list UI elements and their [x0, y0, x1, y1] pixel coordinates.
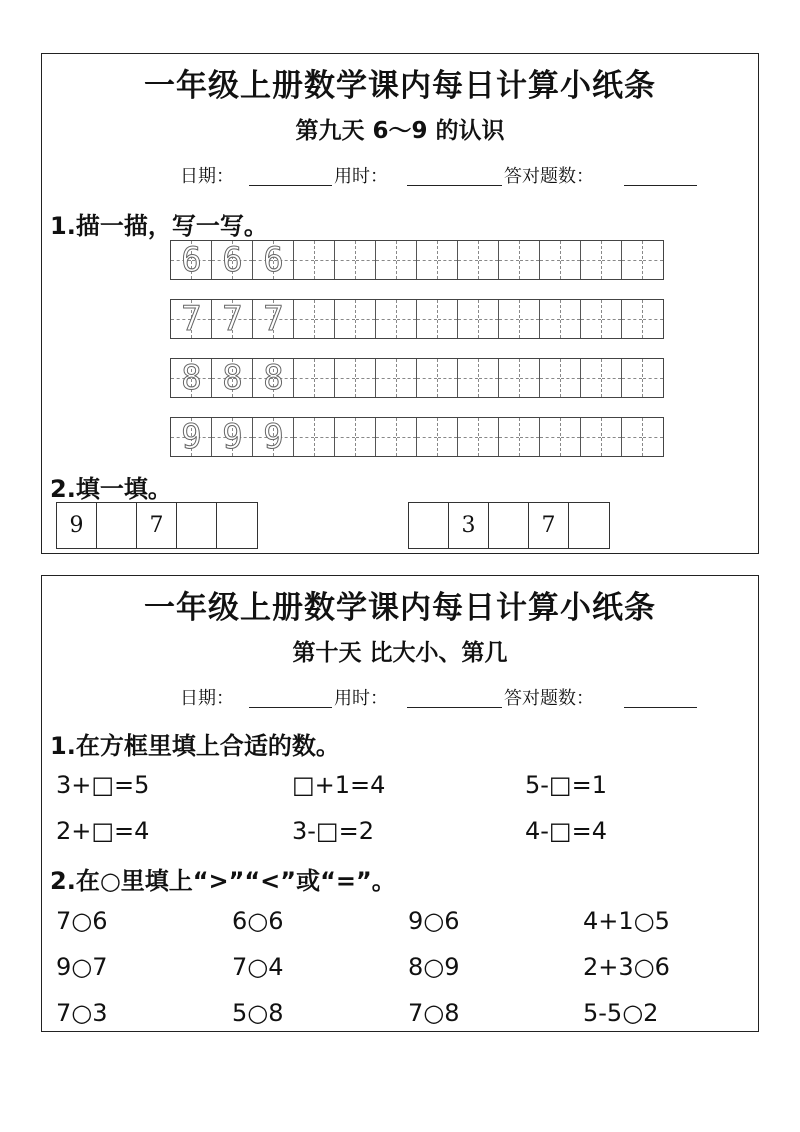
writing-cell[interactable] — [458, 241, 479, 279]
trace-row-9[interactable] — [170, 417, 664, 457]
compare-item[interactable]: 7○6 — [56, 907, 108, 935]
writing-cell[interactable] — [602, 418, 623, 456]
trace-digit: 9 — [263, 417, 284, 457]
fill-box-equation[interactable]: □+1=4 — [292, 771, 386, 799]
writing-cell[interactable] — [581, 241, 602, 279]
sequence-blank[interactable] — [409, 503, 449, 548]
sequence-blank[interactable] — [217, 503, 257, 548]
writing-cell[interactable] — [458, 300, 479, 338]
trace-row-7[interactable] — [170, 299, 664, 339]
trace-row-6[interactable] — [170, 240, 664, 280]
fill-box-equation[interactable]: 3+□=5 — [56, 771, 150, 799]
sheet-title: 一年级上册数学课内每日计算小纸条 — [144, 590, 656, 626]
writing-cell[interactable] — [540, 418, 561, 456]
writing-cell[interactable] — [622, 241, 643, 279]
writing-cell[interactable] — [397, 359, 418, 397]
writing-cell[interactable] — [315, 241, 336, 279]
time-field[interactable] — [407, 185, 502, 186]
trace-digit: 6 — [181, 240, 202, 280]
writing-cell[interactable] — [479, 300, 500, 338]
trace-digit: 8 — [181, 358, 202, 398]
writing-cell[interactable] — [335, 241, 356, 279]
compare-item[interactable]: 2+3○6 — [583, 953, 670, 981]
writing-cell[interactable] — [335, 300, 356, 338]
writing-cell[interactable] — [643, 241, 664, 279]
writing-cell[interactable] — [602, 241, 623, 279]
writing-cell[interactable] — [581, 418, 602, 456]
writing-cell[interactable] — [581, 359, 602, 397]
trace-digit: 8 — [263, 358, 284, 398]
writing-cell[interactable] — [499, 300, 520, 338]
compare-item[interactable]: 5-5○2 — [583, 999, 659, 1027]
sheet-subtitle: 第十天 比大小、第几 — [292, 640, 508, 666]
number-sequence-left — [56, 502, 258, 549]
time-label: 用时： — [334, 166, 388, 187]
writing-cell[interactable] — [315, 300, 336, 338]
writing-cell[interactable] — [499, 359, 520, 397]
writing-cell[interactable] — [294, 300, 315, 338]
writing-cell[interactable] — [356, 418, 377, 456]
writing-cell[interactable] — [602, 359, 623, 397]
writing-cell[interactable] — [335, 359, 356, 397]
sequence-blank[interactable] — [97, 503, 137, 548]
writing-cell[interactable] — [540, 241, 561, 279]
writing-cell[interactable] — [602, 300, 623, 338]
worksheet-day-10 — [41, 575, 759, 1032]
writing-cell[interactable] — [294, 241, 315, 279]
writing-cell[interactable] — [376, 241, 397, 279]
writing-cell[interactable] — [561, 300, 582, 338]
sequence-cell: 9 — [57, 503, 97, 548]
writing-cell[interactable] — [356, 359, 377, 397]
writing-cell[interactable] — [581, 300, 602, 338]
sheet-title: 一年级上册数学课内每日计算小纸条 — [144, 68, 656, 104]
time-label: 用时： — [334, 688, 388, 709]
date-label: 日期： — [180, 688, 234, 709]
trace-row-8[interactable] — [170, 358, 664, 398]
question-1-heading: 1.描一描，写一写。 — [50, 212, 268, 240]
worksheet-day-9 — [41, 53, 759, 554]
sheet-subtitle: 第九天 6～9 的认识 — [295, 118, 505, 144]
writing-cell[interactable] — [499, 241, 520, 279]
correct-count-field[interactable] — [624, 185, 697, 186]
writing-cell[interactable] — [561, 359, 582, 397]
date-field[interactable] — [249, 185, 332, 186]
writing-cell[interactable] — [479, 359, 500, 397]
fill-box-equation[interactable]: 5-□=1 — [525, 771, 607, 799]
compare-item[interactable]: 9○7 — [56, 953, 108, 981]
correct-count-label: 答对题数： — [504, 166, 594, 187]
writing-cell[interactable] — [397, 300, 418, 338]
sequence-cell: 3 — [449, 503, 489, 548]
writing-cell[interactable] — [479, 418, 500, 456]
writing-cell[interactable] — [520, 418, 541, 456]
compare-item[interactable]: 5○8 — [232, 999, 284, 1027]
trace-digit: 6 — [222, 240, 243, 280]
writing-cell[interactable] — [335, 418, 356, 456]
trace-digit: 7 — [222, 299, 243, 339]
writing-cell[interactable] — [438, 241, 459, 279]
writing-cell[interactable] — [479, 241, 500, 279]
writing-cell[interactable] — [622, 418, 643, 456]
writing-cell[interactable] — [458, 359, 479, 397]
writing-cell[interactable] — [438, 300, 459, 338]
fill-box-equation[interactable]: 4-□=4 — [525, 817, 607, 845]
trace-digit: 9 — [222, 417, 243, 457]
correct-count-field[interactable] — [624, 707, 697, 708]
trace-digit: 6 — [263, 240, 284, 280]
writing-cell[interactable] — [540, 300, 561, 338]
sequence-blank[interactable] — [569, 503, 609, 548]
writing-cell[interactable] — [315, 359, 336, 397]
compare-item[interactable]: 7○8 — [408, 999, 460, 1027]
sequence-blank[interactable] — [489, 503, 529, 548]
question-1-heading: 1.在方框里填上合适的数。 — [50, 732, 340, 760]
fill-box-equation[interactable]: 3-□=2 — [292, 817, 374, 845]
fill-box-equation[interactable]: 2+□=4 — [56, 817, 150, 845]
writing-cell[interactable] — [458, 418, 479, 456]
sequence-cell: 7 — [137, 503, 177, 548]
question-2-heading: 2.填一填。 — [50, 475, 172, 503]
writing-cell[interactable] — [520, 300, 541, 338]
compare-item[interactable]: 7○4 — [232, 953, 284, 981]
writing-cell[interactable] — [294, 359, 315, 397]
writing-cell[interactable] — [643, 418, 664, 456]
writing-cell[interactable] — [356, 241, 377, 279]
writing-cell[interactable] — [499, 418, 520, 456]
trace-digit: 7 — [263, 299, 284, 339]
writing-cell[interactable] — [376, 418, 397, 456]
writing-cell[interactable] — [417, 418, 438, 456]
writing-cell[interactable] — [376, 300, 397, 338]
writing-cell[interactable] — [438, 359, 459, 397]
writing-cell[interactable] — [561, 241, 582, 279]
writing-cell[interactable] — [397, 241, 418, 279]
trace-digit: 7 — [181, 299, 202, 339]
writing-cell[interactable] — [417, 359, 438, 397]
date-label: 日期： — [180, 166, 234, 187]
writing-cell[interactable] — [622, 300, 643, 338]
correct-count-label: 答对题数： — [504, 688, 594, 709]
writing-cell[interactable] — [520, 359, 541, 397]
date-field[interactable] — [249, 707, 332, 708]
writing-cell[interactable] — [417, 241, 438, 279]
writing-cell[interactable] — [561, 418, 582, 456]
number-sequence-right — [408, 502, 610, 549]
compare-item[interactable]: 8○9 — [408, 953, 460, 981]
compare-item[interactable]: 6○6 — [232, 907, 284, 935]
writing-cell[interactable] — [417, 300, 438, 338]
time-field[interactable] — [407, 707, 502, 708]
writing-cell[interactable] — [643, 300, 664, 338]
compare-item[interactable]: 9○6 — [408, 907, 460, 935]
compare-item[interactable]: 7○3 — [56, 999, 108, 1027]
writing-cell[interactable] — [520, 241, 541, 279]
writing-cell[interactable] — [540, 359, 561, 397]
trace-digit: 9 — [181, 417, 202, 457]
writing-cell[interactable] — [294, 418, 315, 456]
writing-cell[interactable] — [356, 300, 377, 338]
writing-cell[interactable] — [438, 418, 459, 456]
trace-digit: 8 — [222, 358, 243, 398]
writing-cell[interactable] — [643, 359, 664, 397]
compare-item[interactable]: 4+1○5 — [583, 907, 670, 935]
writing-cell[interactable] — [622, 359, 643, 397]
writing-cell[interactable] — [376, 359, 397, 397]
sequence-blank[interactable] — [177, 503, 217, 548]
writing-cell[interactable] — [397, 418, 418, 456]
sequence-cell: 7 — [529, 503, 569, 548]
question-2-heading: 2.在○里填上“>”“<”或“=”。 — [50, 867, 396, 895]
writing-cell[interactable] — [315, 418, 336, 456]
